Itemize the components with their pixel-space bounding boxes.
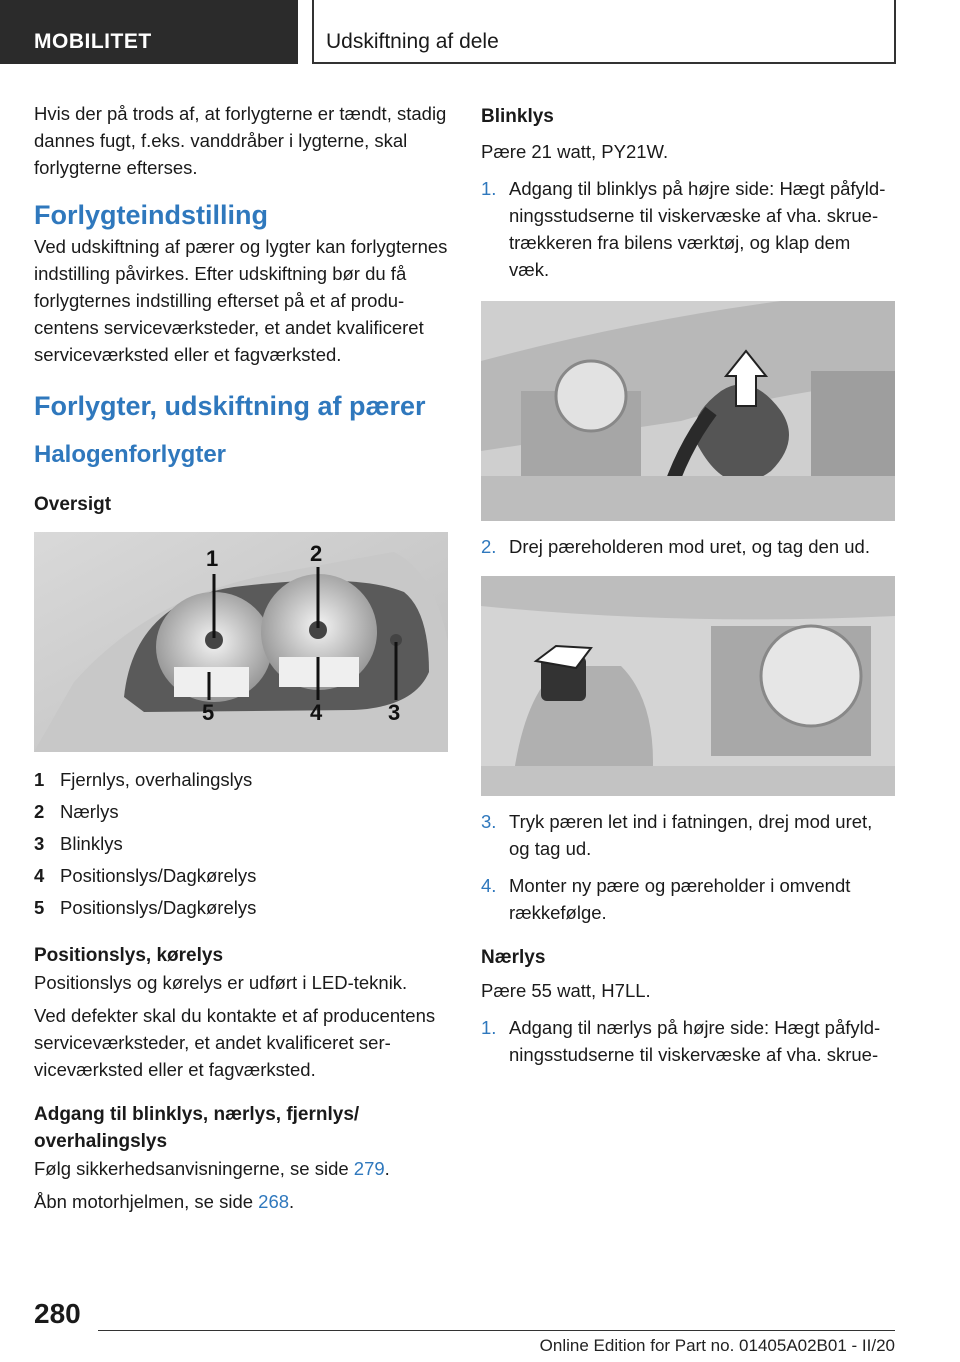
step-item <box>481 175 895 283</box>
edition-text: Online Edition for Part no. 01405A02B01 - II/20 <box>539 1336 895 1355</box>
headlight-illustration <box>34 532 448 752</box>
heading-headlight-adjustment: Forlygteindstilling <box>34 200 268 230</box>
section-title: MOBILITET <box>0 0 298 64</box>
heading-halogen: Halogenforlygter <box>34 441 227 468</box>
access-text-1: Følg sikkerhedsanvisningerne, se side <box>34 1158 354 1179</box>
step-text: Adgang til blinklys på højre side: Hægt påfyldningsstudserne til viskervæske af vha. skruetrækkeren fra bilens værktøj, og klap dem væk. <box>509 178 886 280</box>
step-item <box>481 533 895 560</box>
figure-label-3: 3 <box>388 700 401 725</box>
step-number: 1. <box>481 178 497 199</box>
page-header <box>0 0 960 66</box>
step-text: Drej pæreholderen mod uret, og tag den ud. <box>509 536 870 557</box>
legend-number: 3 <box>34 833 45 854</box>
legend-text: Positionslys/Dagkørelys <box>60 897 257 918</box>
figure-label-2: 2 <box>310 541 323 566</box>
heading-access: Adgang til blinklys, nærlys, fjernlys/ overhalingslys <box>34 1104 360 1152</box>
bulb-holder-illustration <box>481 576 895 796</box>
intro-paragraph: Hvis der på trods af, at forlygterne er tændt, stadig dannes fugt, f.eks. vanddråber i lygterne, skal forlygterne efterses. <box>34 103 447 178</box>
access-paragraph-2 <box>34 1188 448 1215</box>
legend-item <box>34 764 448 796</box>
dipped-beam-bulb: Pære 55 watt, H7LL. <box>481 980 651 1001</box>
turn-signal-steps <box>481 175 895 283</box>
engine-bay-figure-1 <box>481 301 895 521</box>
footer-divider <box>98 1330 895 1331</box>
heading-dipped-beam: Nærlys <box>481 947 546 968</box>
washer-filler-illustration <box>481 301 895 521</box>
position-paragraph-1: Positionslys og kørelys er udført i LED-teknik. <box>34 972 408 993</box>
step-text: Monter ny pære og pæreholder i omvendt rækkefølge. <box>509 875 851 923</box>
legend-number: 5 <box>34 897 45 918</box>
chapter-title: Udskiftning af dele <box>312 0 896 64</box>
figure-label-1: 1 <box>206 546 219 571</box>
figure-label-4: 4 <box>310 700 323 725</box>
figure-legend <box>34 764 448 924</box>
legend-text: Nærlys <box>60 801 119 822</box>
step-number: 3. <box>481 811 497 832</box>
period: . <box>384 1158 390 1179</box>
right-column <box>481 100 895 1068</box>
position-paragraph-2: Ved defekter skal du kontakte et af producentens serviceværksteder, et andet kvalificeret serviceværksted eller et fagværksted. <box>34 1005 436 1080</box>
step-number: 2. <box>481 536 497 557</box>
legend-item <box>34 796 448 828</box>
step-item <box>481 808 895 862</box>
legend-number: 2 <box>34 801 45 822</box>
heading-turn-signal: Blinklys <box>481 106 554 127</box>
access-paragraph-1 <box>34 1155 448 1182</box>
dipped-beam-steps <box>481 1014 895 1068</box>
legend-text: Blinklys <box>60 833 123 854</box>
adjustment-paragraph: Ved udskiftning af pærer og lygter kan forlygternes indstilling påvirkes. Efter udskiftning bør du få forlygternes indstilling efterset på et af producentens serviceværksteder, et andet kvalificeret serviceværksted eller et fagværksted. <box>34 236 448 365</box>
page-number: 280 <box>34 1298 81 1329</box>
turn-signal-steps-3 <box>481 808 895 926</box>
legend-item <box>34 860 448 892</box>
engine-bay-figure-2 <box>481 576 895 796</box>
step-number: 4. <box>481 875 497 896</box>
legend-text: Positionslys/Dagkørelys <box>60 865 257 886</box>
access-text-2: Åbn motorhjelmen, se side <box>34 1191 259 1212</box>
page-link-268[interactable]: 268 <box>258 1191 290 1212</box>
legend-text: Fjernlys, overhalingslys <box>60 769 253 790</box>
legend-number: 1 <box>34 769 45 790</box>
figure-label-5: 5 <box>202 700 215 725</box>
legend-item <box>34 892 448 924</box>
heading-overview: Oversigt <box>34 494 112 515</box>
turn-signal-steps-2 <box>481 533 895 560</box>
step-text: Tryk pæren let ind i fatningen, drej mod uret, og tag ud. <box>509 811 873 859</box>
step-item <box>481 1014 895 1068</box>
step-item <box>481 872 895 926</box>
heading-bulb-replacement: Forlygter, udskiftning af pærer <box>34 391 426 421</box>
step-text: Adgang til nærlys på højre side: Hægt påfyldningsstudserne til viskervæske af vha. skrue- <box>509 1017 881 1065</box>
headlight-overview-figure <box>34 532 448 752</box>
period: . <box>289 1191 295 1212</box>
legend-item <box>34 828 448 860</box>
heading-position-lights: Positionslys, kørelys <box>34 945 224 966</box>
turn-signal-bulb: Pære 21 watt, PY21W. <box>481 141 669 162</box>
page-link-279[interactable]: 279 <box>353 1158 385 1179</box>
legend-number: 4 <box>34 865 45 886</box>
left-column <box>34 100 448 1215</box>
step-number: 1. <box>481 1017 497 1038</box>
